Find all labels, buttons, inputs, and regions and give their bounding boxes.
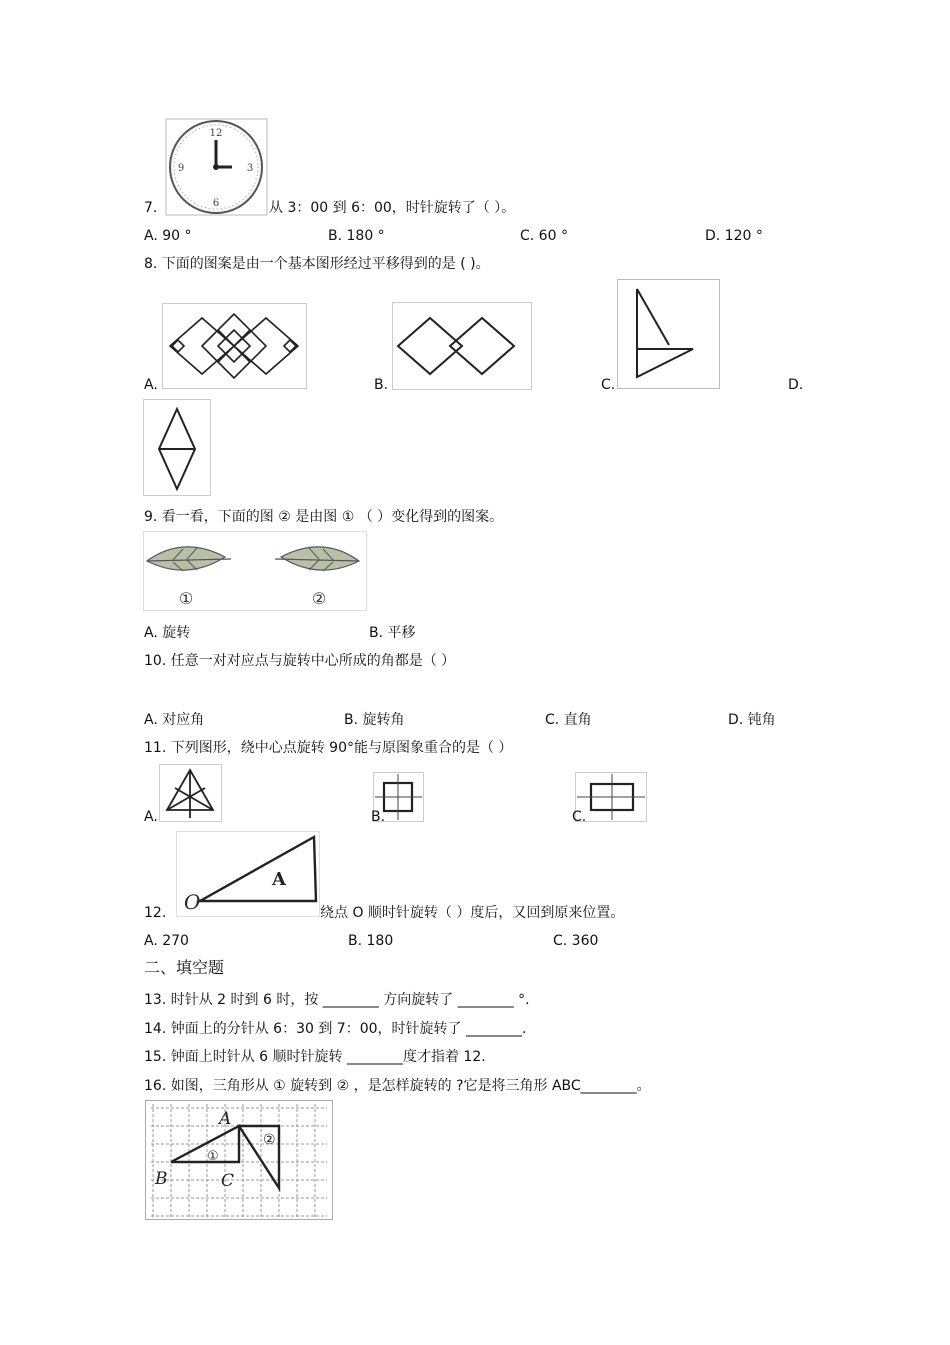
q7-option-d: D. 120 ° <box>705 228 763 244</box>
q7-option-a: A. 90 ° <box>144 228 192 244</box>
q7-option-c: C. 60 ° <box>520 228 568 244</box>
q8-text: 8. 下面的图案是由一个基本图形经过平移得到的是 ( )。 <box>144 256 490 272</box>
vertex-b-label: B <box>155 1169 168 1189</box>
q8-figure-a <box>162 303 307 389</box>
q7-number: 7. <box>144 200 158 216</box>
q8-label-d: D. <box>788 377 804 393</box>
q8-figure-c <box>617 279 720 389</box>
q12-option-b: B. 180 <box>348 933 394 949</box>
triangle-1-label: ① <box>207 1149 219 1164</box>
q8-label-a: A. <box>144 377 158 393</box>
q14-text: 14. 钟面上的分针从 6：30 到 7：00，时针旋转了 ________. <box>144 1021 527 1037</box>
q11-label-c: C. <box>572 809 587 825</box>
vertex-c-label: C <box>221 1171 235 1191</box>
clock-number-6: 6 <box>212 198 220 209</box>
q9-option-a: A. 旋转 <box>144 625 191 641</box>
q12-number: 12. <box>144 905 167 921</box>
q16-text: 16. 如图，三角形从 ① 旋转到 ② ，是怎样旋转的 ?它是将三角形 ABC________。 <box>144 1078 651 1094</box>
q11-label-b: B. <box>371 809 386 825</box>
q15-text: 15. 钟面上时针从 6 顺时针旋转 ________度才指着 12. <box>144 1049 486 1065</box>
q8-figure-b <box>392 302 532 390</box>
leaf-label-1: ① <box>178 589 194 608</box>
clock-number-12: 12 <box>209 128 223 139</box>
q9-text: 9. 看一看，下面的图 ② 是由图 ① （ ）变化得到的图案。 <box>144 509 504 525</box>
q7-text: 从 3：00 到 6：00，时针旋转了（ ）。 <box>269 200 516 216</box>
q11-text: 11. 下列图形，绕中心点旋转 90°能与原图象重合的是（ ） <box>144 740 513 756</box>
q9-figure-leaves <box>143 531 367 611</box>
q10-text: 10. 任意一对对应点与旋转中心所成的角都是（ ） <box>144 653 456 669</box>
q8-label-b: B. <box>374 377 389 393</box>
q10-option-a: A. 对应角 <box>144 712 205 728</box>
q9-option-b: B. 平移 <box>369 625 416 641</box>
q12-option-a: A. 270 <box>144 933 189 949</box>
q12-option-c: C. 360 <box>553 933 599 949</box>
q10-option-c: C. 直角 <box>545 712 592 728</box>
leaf-label-2: ② <box>311 589 327 608</box>
point-o-label: O <box>184 890 201 914</box>
q10-option-b: B. 旋转角 <box>344 712 405 728</box>
q12-text: 绕点 O 顺时针旋转（ ）度后，又回到原来位置。 <box>320 905 625 921</box>
q16-figure-grid <box>145 1100 333 1220</box>
q7-option-b: B. 180 ° <box>328 228 385 244</box>
clock-number-9: 9 <box>177 163 185 174</box>
q12-figure-triangle <box>176 831 320 917</box>
clock-number-3: 3 <box>246 163 254 174</box>
q13-text: 13. 时针从 2 时到 6 时，按 ________ 方向旋转了 ________ °. <box>144 992 530 1008</box>
q10-option-d: D. 钝角 <box>728 712 776 728</box>
clock-figure <box>165 118 268 216</box>
q11-label-a: A. <box>144 809 158 825</box>
q8-label-c: C. <box>601 377 616 393</box>
q8-figure-d <box>143 399 211 496</box>
triangle-2-label: ② <box>263 1132 276 1148</box>
triangle-a-label: A <box>272 869 286 890</box>
q11-figure-a <box>159 764 222 822</box>
section-title: 二、填空题 <box>144 958 225 977</box>
vertex-a-label: A <box>219 1109 232 1129</box>
